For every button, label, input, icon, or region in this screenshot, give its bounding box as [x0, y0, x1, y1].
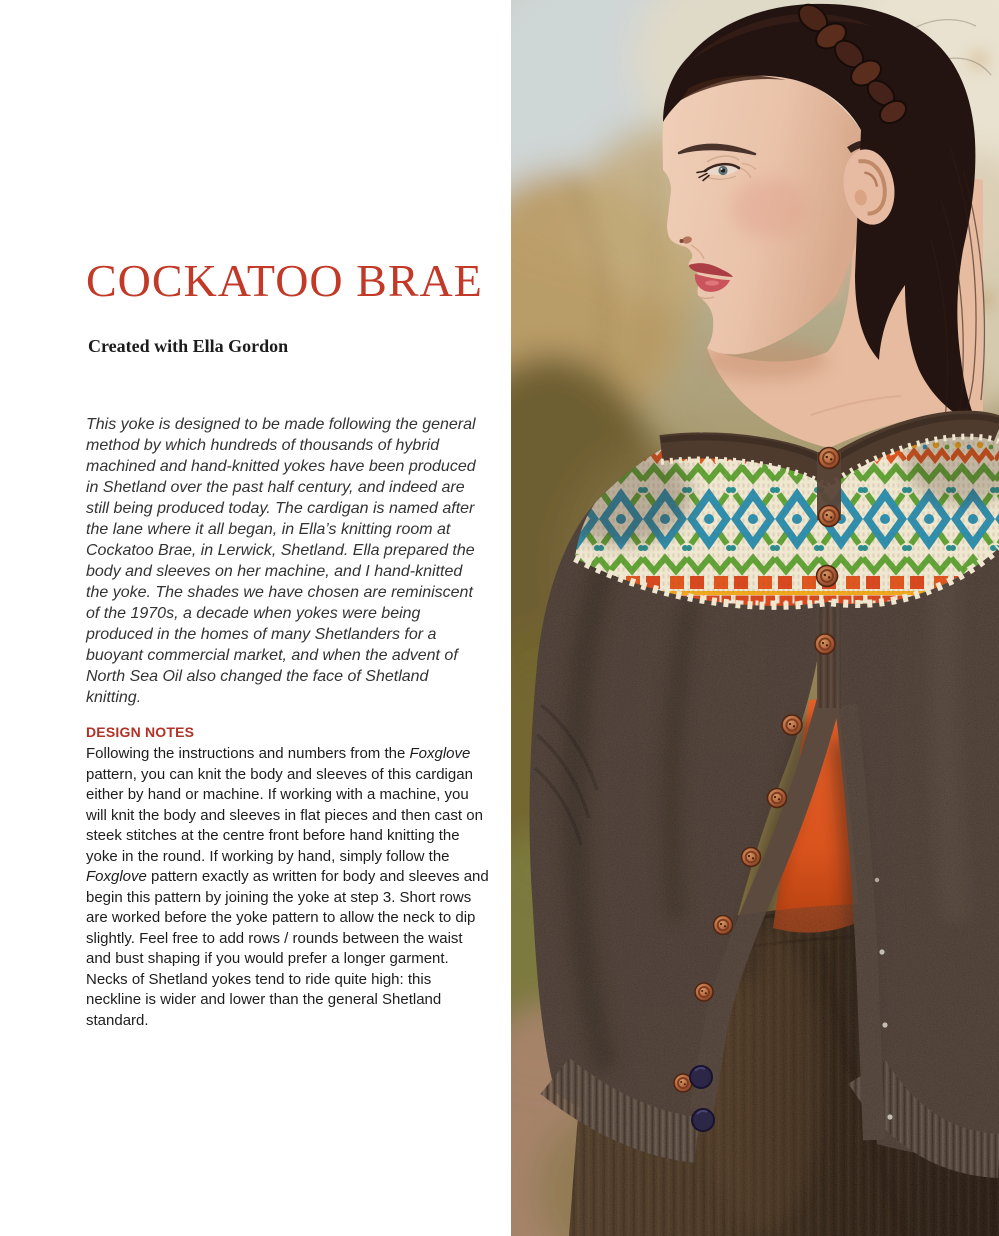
intro-paragraph: This yoke is designed to be made following the general method by which hundreds of thousands of hybrid machined and hand-knitted yokes have been produced in Shetland over the past half century, and indeed are still being produced today. The cardigan is named after the lane where it all began, in Ella’s knitting room at Cockatoo Brae, in Lerwick, Shetland. Ella prepared the body and sleeves on her machine, and I hand-knitted the yoke. The shades we have chosen are reminiscent of the 1970s, a decade when yokes were being produced in the homes of many Shetlanders for a buoyant commercial market, and when the advent of North Sea Oil also changed the face of Shetland knitting.	[86, 416, 476, 706]
cardigan-model-photo	[511, 0, 999, 1236]
photo-illustration	[511, 0, 999, 1236]
cheek-blush	[731, 178, 807, 238]
design-notes-heading: DESIGN NOTES	[86, 724, 195, 740]
page-title: COCKATOO BRAE	[86, 255, 483, 306]
byline: Created with Ella Gordon	[88, 336, 289, 356]
design-notes-paragraph: Following the instructions and numbers from the Foxglove pattern, you can knit the body and sleeves of this cardigan either by hand or machine. If working with a machine, you will knit the body and sleeves in flat pieces and then cast on steek stitches at the centre front before hand knitting the yoke in the round. If working by hand, simply follow the Foxglove pattern exactly as written for body and sleeves and begin this pattern by joining the yoke at step 3. Short rows are worked before the yoke pattern to allow the neck to dip slightly. Feel free to add rows / rounds between the waist and bust shaping if you would prefer a longer garment. Necks of Shetland yokes tend to ride quite high: this neckline is wider and lower than the general Shetland standard.	[86, 745, 489, 1029]
